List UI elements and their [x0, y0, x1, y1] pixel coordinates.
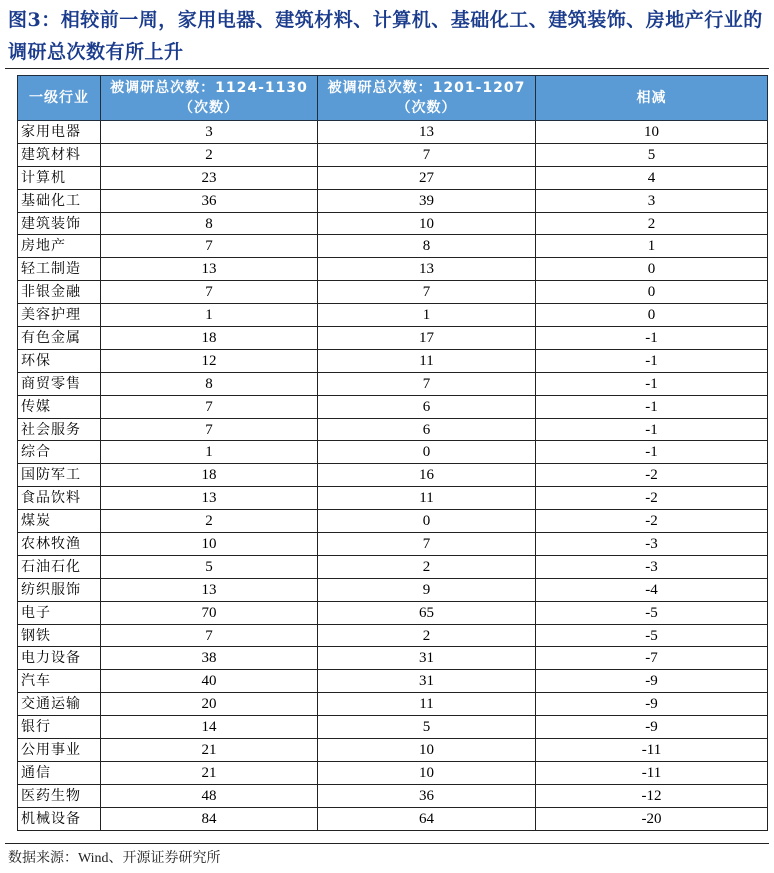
- difference: -12: [536, 784, 768, 807]
- count-previous-week: 40: [101, 670, 318, 693]
- count-current-week: 39: [318, 189, 536, 212]
- count-current-week: 11: [318, 693, 536, 716]
- count-previous-week: 3: [101, 121, 318, 144]
- table-row: [18, 739, 768, 762]
- difference: -1: [536, 441, 768, 464]
- count-current-week: 10: [318, 212, 536, 235]
- difference: -1: [536, 349, 768, 372]
- difference: 5: [536, 143, 768, 166]
- count-previous-week: 12: [101, 349, 318, 372]
- difference: -9: [536, 670, 768, 693]
- table-row: [18, 464, 768, 487]
- count-previous-week: 2: [101, 143, 318, 166]
- table-row: [18, 761, 768, 784]
- industry-name: 综合: [18, 441, 101, 464]
- industry-name: 煤炭: [18, 510, 101, 533]
- count-previous-week: 20: [101, 693, 318, 716]
- count-current-week: 11: [318, 487, 536, 510]
- difference: -20: [536, 807, 768, 830]
- count-current-week: 36: [318, 784, 536, 807]
- table-row: [18, 327, 768, 350]
- count-previous-week: 21: [101, 739, 318, 762]
- industry-name: 电子: [18, 601, 101, 624]
- industry-research-table: [17, 75, 768, 831]
- difference: -11: [536, 761, 768, 784]
- count-previous-week: 18: [101, 327, 318, 350]
- table-row: [18, 693, 768, 716]
- count-current-week: 31: [318, 647, 536, 670]
- table-row: [18, 624, 768, 647]
- difference: 0: [536, 304, 768, 327]
- table-row: [18, 487, 768, 510]
- difference: 10: [536, 121, 768, 144]
- industry-name: 非银金融: [18, 281, 101, 304]
- count-previous-week: 7: [101, 281, 318, 304]
- difference: 3: [536, 189, 768, 212]
- industry-name: 房地产: [18, 235, 101, 258]
- difference: -7: [536, 647, 768, 670]
- industry-name: 食品饮料: [18, 487, 101, 510]
- industry-name: 电力设备: [18, 647, 101, 670]
- count-previous-week: 13: [101, 258, 318, 281]
- count-previous-week: 1: [101, 304, 318, 327]
- industry-name: 环保: [18, 349, 101, 372]
- table-row: [18, 349, 768, 372]
- industry-name: 计算机: [18, 166, 101, 189]
- table-row: [18, 395, 768, 418]
- count-previous-week: 10: [101, 533, 318, 556]
- count-current-week: 9: [318, 578, 536, 601]
- table-row: [18, 212, 768, 235]
- difference: -9: [536, 716, 768, 739]
- count-current-week: 7: [318, 533, 536, 556]
- industry-name: 机械设备: [18, 807, 101, 830]
- table-row: [18, 235, 768, 258]
- industry-name: 公用事业: [18, 739, 101, 762]
- count-current-week: 0: [318, 510, 536, 533]
- table-row: [18, 121, 768, 144]
- table-row: [18, 670, 768, 693]
- count-previous-week: 7: [101, 395, 318, 418]
- count-current-week: 17: [318, 327, 536, 350]
- count-previous-week: 7: [101, 235, 318, 258]
- header-count-1124-1130: 被调研总次数：1124-1130（次数）: [101, 76, 318, 121]
- industry-name: 纺织服饰: [18, 578, 101, 601]
- difference: 0: [536, 281, 768, 304]
- count-previous-week: 84: [101, 807, 318, 830]
- data-source: 数据来源：Wind、开源证券研究所: [8, 851, 221, 866]
- table-row: [18, 533, 768, 556]
- difference: 2: [536, 212, 768, 235]
- table-row: [18, 189, 768, 212]
- count-current-week: 31: [318, 670, 536, 693]
- industry-name: 钢铁: [18, 624, 101, 647]
- industry-name: 国防军工: [18, 464, 101, 487]
- industry-name: 农林牧渔: [18, 533, 101, 556]
- difference: -5: [536, 624, 768, 647]
- table-row: [18, 258, 768, 281]
- table-row: [18, 304, 768, 327]
- count-current-week: 8: [318, 235, 536, 258]
- industry-name: 家用电器: [18, 121, 101, 144]
- industry-name: 商贸零售: [18, 372, 101, 395]
- industry-name: 建筑装饰: [18, 212, 101, 235]
- table-row: [18, 555, 768, 578]
- count-current-week: 11: [318, 349, 536, 372]
- difference: -3: [536, 533, 768, 556]
- table-row: [18, 578, 768, 601]
- count-current-week: 27: [318, 166, 536, 189]
- title-divider: [5, 68, 769, 69]
- difference: -9: [536, 693, 768, 716]
- table-row: [18, 601, 768, 624]
- difference: 4: [536, 166, 768, 189]
- count-current-week: 5: [318, 716, 536, 739]
- difference: -2: [536, 464, 768, 487]
- count-current-week: 0: [318, 441, 536, 464]
- count-previous-week: 23: [101, 166, 318, 189]
- count-current-week: 10: [318, 739, 536, 762]
- difference: -5: [536, 601, 768, 624]
- table-row: [18, 166, 768, 189]
- industry-name: 社会服务: [18, 418, 101, 441]
- count-previous-week: 13: [101, 487, 318, 510]
- table-row: [18, 418, 768, 441]
- table-row: [18, 807, 768, 830]
- count-previous-week: 38: [101, 647, 318, 670]
- industry-name: 美容护理: [18, 304, 101, 327]
- source-divider: [5, 843, 769, 844]
- difference: -11: [536, 739, 768, 762]
- count-current-week: 7: [318, 281, 536, 304]
- count-current-week: 64: [318, 807, 536, 830]
- count-previous-week: 8: [101, 212, 318, 235]
- industry-name: 石油石化: [18, 555, 101, 578]
- count-current-week: 16: [318, 464, 536, 487]
- count-current-week: 13: [318, 258, 536, 281]
- table-header-row: [18, 76, 768, 121]
- count-current-week: 7: [318, 143, 536, 166]
- count-previous-week: 8: [101, 372, 318, 395]
- industry-name: 汽车: [18, 670, 101, 693]
- count-previous-week: 18: [101, 464, 318, 487]
- industry-name: 交通运输: [18, 693, 101, 716]
- industry-name: 建筑材料: [18, 143, 101, 166]
- count-previous-week: 5: [101, 555, 318, 578]
- industry-name: 传媒: [18, 395, 101, 418]
- header-industry: 一级行业: [18, 76, 101, 121]
- table-row: [18, 510, 768, 533]
- industry-name: 通信: [18, 761, 101, 784]
- industry-name: 医药生物: [18, 784, 101, 807]
- count-previous-week: 13: [101, 578, 318, 601]
- difference: -3: [536, 555, 768, 578]
- difference: -2: [536, 487, 768, 510]
- count-current-week: 65: [318, 601, 536, 624]
- difference: -1: [536, 327, 768, 350]
- difference: -4: [536, 578, 768, 601]
- count-previous-week: 7: [101, 624, 318, 647]
- table-row: [18, 716, 768, 739]
- count-current-week: 6: [318, 418, 536, 441]
- count-current-week: 2: [318, 624, 536, 647]
- table-row: [18, 441, 768, 464]
- table-row: [18, 281, 768, 304]
- difference: 1: [536, 235, 768, 258]
- count-previous-week: 48: [101, 784, 318, 807]
- table-row: [18, 143, 768, 166]
- count-previous-week: 36: [101, 189, 318, 212]
- industry-name: 银行: [18, 716, 101, 739]
- count-current-week: 1: [318, 304, 536, 327]
- count-current-week: 2: [318, 555, 536, 578]
- count-previous-week: 7: [101, 418, 318, 441]
- count-current-week: 10: [318, 761, 536, 784]
- table-row: [18, 647, 768, 670]
- count-previous-week: 1: [101, 441, 318, 464]
- figure-title: 图3：相较前一周，家用电器、建筑材料、计算机、基础化工、建筑装饰、房地产行业的调研总次数有所上升: [8, 9, 763, 63]
- header-count-1201-1207: 被调研总次数：1201-1207（次数）: [318, 76, 536, 121]
- difference: 0: [536, 258, 768, 281]
- difference: -1: [536, 395, 768, 418]
- count-current-week: 13: [318, 121, 536, 144]
- count-previous-week: 14: [101, 716, 318, 739]
- header-difference: 相减: [536, 76, 768, 121]
- table-row: [18, 784, 768, 807]
- difference: -1: [536, 418, 768, 441]
- industry-name: 基础化工: [18, 189, 101, 212]
- difference: -1: [536, 372, 768, 395]
- count-current-week: 7: [318, 372, 536, 395]
- count-previous-week: 2: [101, 510, 318, 533]
- count-previous-week: 21: [101, 761, 318, 784]
- industry-name: 轻工制造: [18, 258, 101, 281]
- industry-name: 有色金属: [18, 327, 101, 350]
- count-current-week: 6: [318, 395, 536, 418]
- difference: -2: [536, 510, 768, 533]
- table-row: [18, 372, 768, 395]
- count-previous-week: 70: [101, 601, 318, 624]
